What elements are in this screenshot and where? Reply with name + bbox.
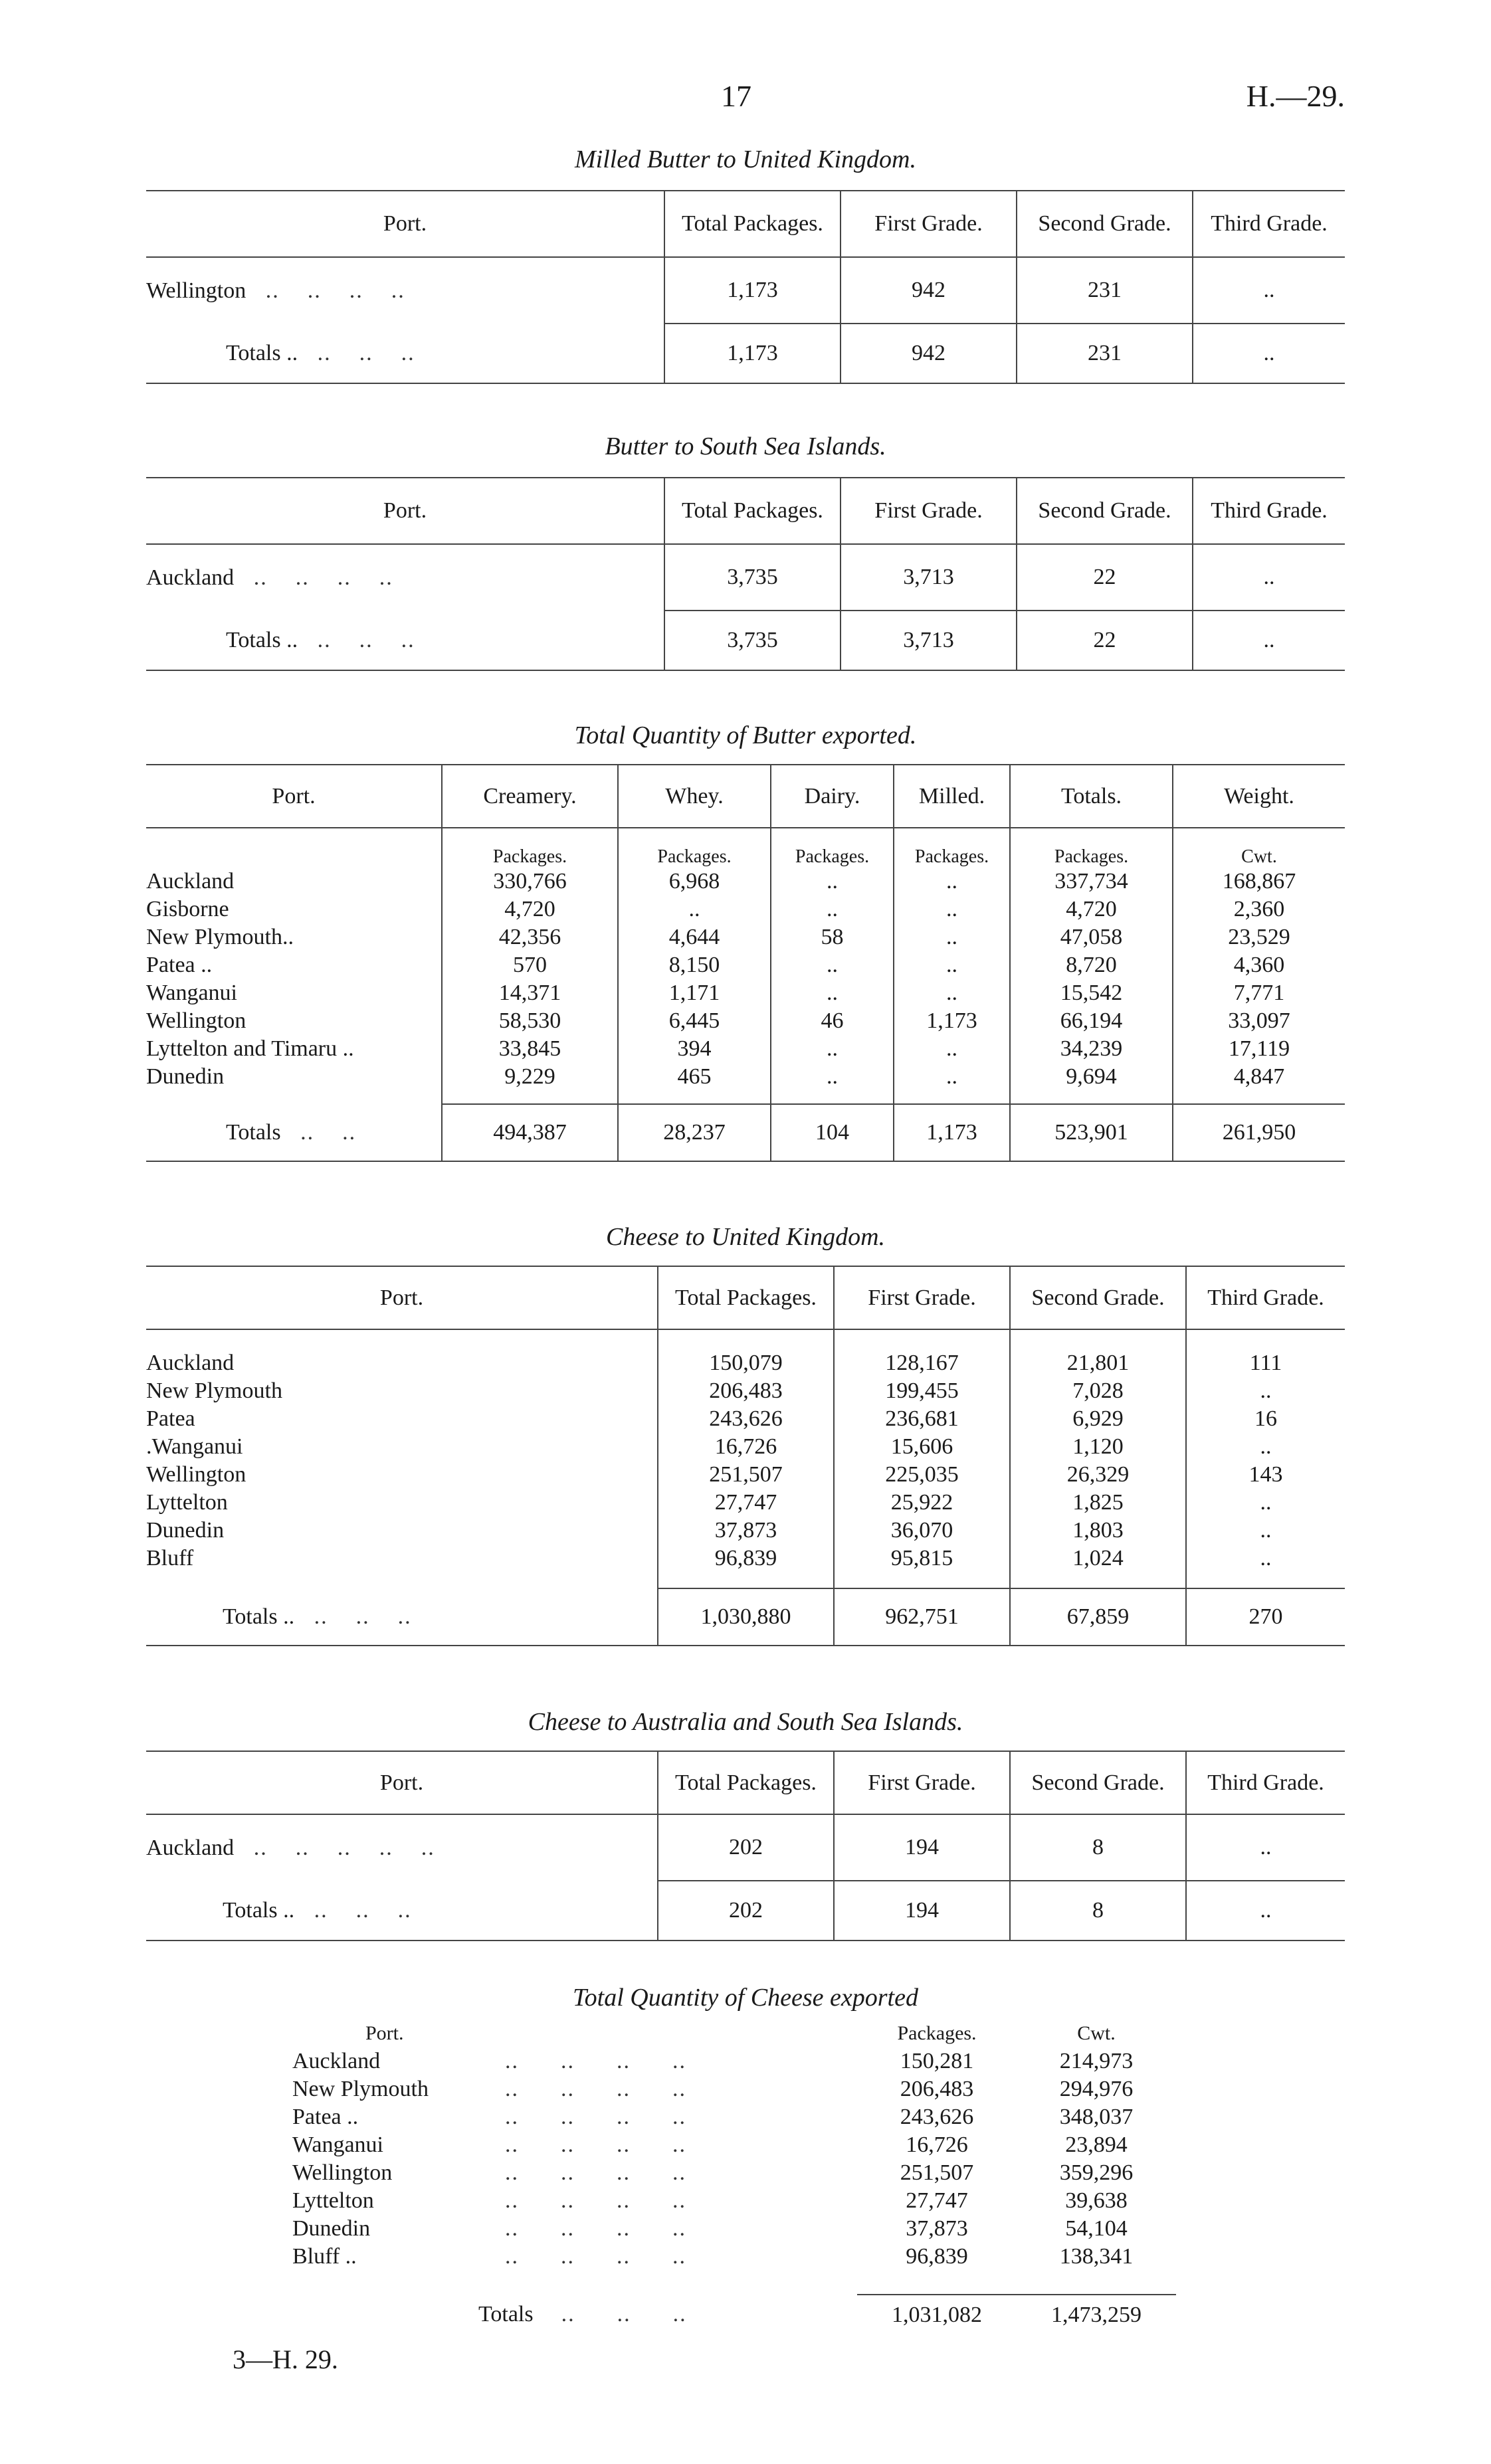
cell-third: ..: [1186, 1545, 1345, 1572]
section-title: Cheese to United Kingdom.: [605, 1223, 886, 1251]
cell-creamery: 9,229: [442, 1063, 618, 1091]
cell-cwt: 214,973: [1059, 2049, 1134, 2073]
port-name: Bluff: [146, 1546, 194, 1570]
butter-total-section: [146, 721, 1345, 1199]
totals-third: 270: [1186, 1588, 1345, 1646]
butter-ssi-section: [146, 432, 1345, 698]
cell-totals: 66,194: [1010, 1007, 1173, 1035]
cell-whey: 394: [618, 1035, 771, 1063]
milled-butter-uk-table: [146, 190, 1345, 384]
port-name: Gisborne: [146, 897, 229, 921]
table-row: [292, 2243, 1176, 2271]
table-row: [292, 2159, 1176, 2187]
milled-butter-uk-section: [146, 145, 1345, 411]
cell-first: 199,455: [834, 1377, 1010, 1405]
table-row: [146, 896, 1345, 923]
leader-dots: .. .. .. ..: [505, 2049, 686, 2073]
port-name: Lyttelton and Timaru ..: [146, 1036, 354, 1061]
cell-second: 8: [1010, 1814, 1186, 1881]
table-row: [146, 1035, 1345, 1063]
leader-dots: .. .. .. ..: [251, 278, 405, 303]
cheese-total-table: [292, 2020, 1176, 2334]
totals-total: 3,735: [664, 611, 841, 670]
totals-dairy: 104: [771, 1104, 894, 1161]
section-title: Milled Butter to United Kingdom.: [574, 145, 916, 173]
cell-first: 15,606: [834, 1433, 1010, 1461]
totals-label: Totals ..: [223, 1897, 295, 1923]
totals-total: 1,173: [664, 324, 841, 383]
leader-dots: .. ..: [286, 1119, 357, 1145]
cell-first: 25,922: [834, 1489, 1010, 1517]
port-name: New Plymouth: [146, 1378, 282, 1403]
totals-label: Totals: [478, 2302, 534, 2326]
port-name: Auckland: [146, 1351, 235, 1375]
butter-total-rows: [146, 868, 1345, 1091]
cell-weight: 17,119: [1173, 1035, 1345, 1063]
totals-first: 942: [841, 324, 1017, 383]
document-code: H.—29.: [1246, 79, 1345, 113]
cell-total: 1,173: [664, 257, 841, 324]
leader-dots: .. .. .. .. ..: [239, 1835, 435, 1860]
butter-ssi-table: [146, 477, 1345, 671]
cell-milled: ..: [894, 1035, 1010, 1063]
cell-dairy: ..: [771, 1035, 894, 1063]
cell-cwt: 359,296: [1059, 2160, 1134, 2185]
port-name: Bluff ..: [292, 2244, 357, 2269]
cell-creamery: 4,720: [442, 896, 618, 923]
col-header-packages: Packages.: [897, 2022, 977, 2044]
cell-cwt: 348,037: [1059, 2105, 1134, 2129]
cheese-uk-table: [146, 1266, 1345, 1646]
totals-totals: 523,901: [1010, 1104, 1173, 1161]
leader-dots: .. .. .. ..: [505, 2188, 686, 2213]
totals-row: [146, 1881, 1345, 1941]
table-row: [146, 1517, 1345, 1545]
cell-packages: 206,483: [900, 2077, 974, 2101]
cell-packages: 27,747: [906, 2188, 968, 2213]
col-header-third: Third Grade.: [1186, 1266, 1345, 1329]
cell-whey: 6,968: [618, 868, 771, 896]
totals-first: 3,713: [841, 611, 1017, 670]
cell-cwt: 23,894: [1065, 2132, 1128, 2157]
cell-first: 128,167: [834, 1349, 1010, 1377]
totals-creamery: 494,387: [442, 1104, 618, 1161]
cell-weight: 7,771: [1173, 979, 1345, 1007]
cell-packages: 243,626: [900, 2105, 974, 2129]
port-name: Lyttelton: [292, 2188, 374, 2213]
col-header-first: First Grade.: [834, 1751, 1010, 1814]
cell-third: ..: [1186, 1377, 1345, 1405]
cell-third: ..: [1186, 1814, 1345, 1881]
cell-second: 231: [1017, 257, 1193, 324]
cell-weight: 2,360: [1173, 896, 1345, 923]
cell-second: 6,929: [1010, 1405, 1186, 1433]
port-name: Wellington: [146, 278, 247, 303]
cell-weight: 23,529: [1173, 923, 1345, 951]
cell-total: 27,747: [658, 1489, 834, 1517]
table-row: [146, 951, 1345, 979]
cell-milled: 1,173: [894, 1007, 1010, 1035]
cell-third: ..: [1193, 257, 1345, 324]
cheese-aus-table: [146, 1751, 1345, 1941]
cell-dairy: 46: [771, 1007, 894, 1035]
section-title: Total Quantity of Cheese exported: [573, 1984, 918, 2012]
unit-label: Packages.: [894, 828, 1010, 868]
cell-creamery: 58,530: [442, 1007, 618, 1035]
port-name: Wanganui: [292, 2132, 383, 2157]
port-name: Auckland: [146, 565, 235, 590]
cell-third: 16: [1186, 1405, 1345, 1433]
col-header-port: Port.: [383, 498, 427, 523]
port-name: Dunedin: [292, 2216, 371, 2241]
cell-second: 1,825: [1010, 1489, 1186, 1517]
totals-row: [146, 1588, 1345, 1646]
cell-totals: 15,542: [1010, 979, 1173, 1007]
cell-dairy: ..: [771, 868, 894, 896]
cell-second: 1,120: [1010, 1433, 1186, 1461]
totals-packages: 1,031,082: [892, 2302, 982, 2327]
col-header-port: Port.: [272, 783, 316, 808]
table-row: [292, 2131, 1176, 2159]
unit-label: Packages.: [618, 828, 771, 868]
col-header-milled: Milled.: [894, 765, 1010, 828]
col-header-second: Second Grade.: [1017, 191, 1193, 257]
butter-total-table: [146, 764, 1345, 1162]
totals-label: Totals ..: [226, 627, 298, 652]
cell-total: 243,626: [658, 1405, 834, 1433]
cheese-uk-section: [146, 1222, 1345, 1701]
cell-total: 16,726: [658, 1433, 834, 1461]
cell-totals: 337,734: [1010, 868, 1173, 896]
totals-third: ..: [1193, 324, 1345, 383]
cell-totals: 4,720: [1010, 896, 1173, 923]
leader-dots: .. .. .. ..: [505, 2244, 686, 2269]
header-row: [146, 1751, 1345, 1814]
cell-third: ..: [1186, 1489, 1345, 1517]
header-row: [146, 191, 1345, 257]
cell-total: 3,735: [664, 544, 841, 611]
cell-totals: 8,720: [1010, 951, 1173, 979]
cell-total: 150,079: [658, 1349, 834, 1377]
cell-packages: 16,726: [906, 2132, 968, 2157]
cell-dairy: ..: [771, 979, 894, 1007]
port-name: Dunedin: [146, 1518, 225, 1543]
col-header-total: Total Packages.: [664, 478, 841, 544]
cell-milled: ..: [894, 951, 1010, 979]
col-header-third: Third Grade.: [1193, 191, 1345, 257]
port-name: Patea: [146, 1406, 195, 1431]
col-header-total: Total Packages.: [658, 1751, 834, 1814]
table-row: [146, 923, 1345, 951]
leader-dots: .. .. .. ..: [505, 2105, 686, 2129]
cell-second: 21,801: [1010, 1349, 1186, 1377]
page-footer: 3—H. 29.: [233, 2344, 338, 2374]
cell-dairy: ..: [771, 951, 894, 979]
table-row: [146, 979, 1345, 1007]
col-header-cwt: Cwt.: [1077, 2022, 1116, 2044]
leader-dots: .. .. .. ..: [505, 2132, 686, 2157]
cell-creamery: 33,845: [442, 1035, 618, 1063]
cell-first: 95,815: [834, 1545, 1010, 1572]
col-header-third: Third Grade.: [1193, 478, 1345, 544]
table-row: [292, 2047, 1176, 2075]
totals-weight: 261,950: [1173, 1104, 1345, 1161]
leader-dots: .. .. .. ..: [239, 565, 393, 590]
col-header-second: Second Grade.: [1010, 1751, 1186, 1814]
cell-dairy: ..: [771, 1063, 894, 1091]
table-row: [292, 2103, 1176, 2131]
table-row: [146, 1545, 1345, 1572]
totals-whey: 28,237: [618, 1104, 771, 1161]
unit-label: Packages.: [442, 828, 618, 868]
totals-first: 194: [834, 1881, 1010, 1941]
table-row: [146, 1007, 1345, 1035]
cell-weight: 4,360: [1173, 951, 1345, 979]
cell-cwt: 39,638: [1065, 2188, 1128, 2213]
cheese-aus-section: [146, 1707, 1345, 1973]
port-name: Dunedin: [146, 1064, 225, 1089]
table-row: [146, 544, 1345, 611]
port-name: Auckland: [292, 2049, 381, 2073]
cell-totals: 34,239: [1010, 1035, 1173, 1063]
port-name: Wellington: [146, 1008, 247, 1033]
port-name: New Plymouth: [292, 2077, 429, 2101]
col-header-total: Total Packages.: [658, 1266, 834, 1329]
section-title: Total Quantity of Butter exported.: [574, 721, 917, 749]
leader-dots: .. .. ..: [300, 1897, 412, 1923]
port-name: Wellington: [292, 2160, 393, 2185]
col-header-third: Third Grade.: [1186, 1751, 1345, 1814]
unit-label: Packages.: [771, 828, 894, 868]
page-number: 17: [721, 79, 751, 113]
table-row: [146, 868, 1345, 896]
section-title: Cheese to Australia and South Sea Islands.: [528, 1708, 963, 1736]
cell-creamery: 42,356: [442, 923, 618, 951]
port-name: New Plymouth..: [146, 925, 294, 949]
col-header-first: First Grade.: [841, 478, 1017, 544]
col-header-dairy: Dairy.: [771, 765, 894, 828]
col-header-first: First Grade.: [841, 191, 1017, 257]
totals-second: 67,859: [1010, 1588, 1186, 1646]
units-row: [146, 828, 1345, 868]
page-header: [0, 78, 1491, 118]
table-row: [146, 1063, 1345, 1091]
cell-second: 26,329: [1010, 1461, 1186, 1489]
leader-dots: .. .. .. ..: [505, 2216, 686, 2241]
port-name: .Wanganui: [146, 1434, 243, 1459]
table-row: [292, 2215, 1176, 2243]
port-name: Auckland: [146, 1835, 235, 1860]
table-row: [146, 1405, 1345, 1433]
totals-second: 231: [1017, 324, 1193, 383]
col-header-totals: Totals.: [1010, 765, 1173, 828]
cell-third: 111: [1186, 1349, 1345, 1377]
cell-totals: 47,058: [1010, 923, 1173, 951]
totals-third: ..: [1193, 611, 1345, 670]
cell-dairy: 58: [771, 923, 894, 951]
totals-row: [146, 324, 1345, 383]
section-title: Butter to South Sea Islands.: [605, 432, 886, 460]
port-name: Patea ..: [292, 2105, 359, 2129]
table-row: [292, 2187, 1176, 2215]
col-header-whey: Whey.: [618, 765, 771, 828]
cell-total: 96,839: [658, 1545, 834, 1572]
leader-dots: .. .. .. ..: [505, 2077, 686, 2101]
cell-cwt: 138,341: [1059, 2244, 1134, 2269]
unit-label: Packages.: [1010, 828, 1173, 868]
cell-milled: ..: [894, 1063, 1010, 1091]
cell-second: 1,803: [1010, 1517, 1186, 1545]
port-name: Auckland: [146, 869, 235, 894]
cell-whey: 6,445: [618, 1007, 771, 1035]
col-header-port: Port.: [379, 1285, 424, 1310]
spacer-row: [146, 1091, 1345, 1104]
cell-packages: 150,281: [900, 2049, 974, 2073]
cell-packages: 251,507: [900, 2160, 974, 2185]
cell-packages: 37,873: [906, 2216, 968, 2241]
leader-dots: .. .. ..: [303, 340, 415, 365]
col-header-second: Second Grade.: [1010, 1266, 1186, 1329]
cell-third: 143: [1186, 1461, 1345, 1489]
leader-dots: .. .. ..: [533, 2302, 687, 2326]
totals-label: Totals ..: [223, 1604, 295, 1629]
totals-label: Totals: [226, 1119, 281, 1145]
cell-second: 7,028: [1010, 1377, 1186, 1405]
col-header-weight: Weight.: [1173, 765, 1345, 828]
cell-second: 1,024: [1010, 1545, 1186, 1572]
port-name: Lyttelton: [146, 1490, 228, 1515]
cell-whey: 8,150: [618, 951, 771, 979]
cell-total: 37,873: [658, 1517, 834, 1545]
cell-whey: 1,171: [618, 979, 771, 1007]
col-header-second: Second Grade.: [1017, 478, 1193, 544]
cell-cwt: 54,104: [1065, 2216, 1128, 2241]
cell-milled: ..: [894, 868, 1010, 896]
cell-first: 36,070: [834, 1517, 1010, 1545]
table-row: [146, 1377, 1345, 1405]
cell-dairy: ..: [771, 896, 894, 923]
cell-total: 206,483: [658, 1377, 834, 1405]
totals-row: [292, 2295, 1176, 2334]
leader-dots: .. .. ..: [303, 627, 415, 652]
table-row: [146, 1814, 1345, 1881]
cell-totals: 9,694: [1010, 1063, 1173, 1091]
table-row: [146, 1433, 1345, 1461]
table-row: [146, 1489, 1345, 1517]
cell-total: 202: [658, 1814, 834, 1881]
cell-first: 3,713: [841, 544, 1017, 611]
totals-second: 8: [1010, 1881, 1186, 1941]
cell-first: 942: [841, 257, 1017, 324]
cell-milled: ..: [894, 896, 1010, 923]
totals-total: 1,030,880: [658, 1588, 834, 1646]
port-name: Patea ..: [146, 953, 213, 977]
cell-total: 251,507: [658, 1461, 834, 1489]
col-header-creamery: Creamery.: [442, 765, 618, 828]
totals-milled: 1,173: [894, 1104, 1010, 1161]
totals-first: 962,751: [834, 1588, 1010, 1646]
cell-milled: ..: [894, 979, 1010, 1007]
cell-whey: 465: [618, 1063, 771, 1091]
cell-creamery: 570: [442, 951, 618, 979]
cell-first: 225,035: [834, 1461, 1010, 1489]
totals-third: ..: [1186, 1881, 1345, 1941]
header-row: [146, 478, 1345, 544]
totals-second: 22: [1017, 611, 1193, 670]
cell-weight: 4,847: [1173, 1063, 1345, 1091]
cell-creamery: 330,766: [442, 868, 618, 896]
cell-weight: 33,097: [1173, 1007, 1345, 1035]
table-row: [146, 1461, 1345, 1489]
port-name: Wellington: [146, 1462, 247, 1487]
cell-milled: ..: [894, 923, 1010, 951]
table-row: [146, 257, 1345, 324]
cell-whey: ..: [618, 896, 771, 923]
cell-third: ..: [1193, 544, 1345, 611]
cell-weight: 168,867: [1173, 868, 1345, 896]
totals-row: [146, 611, 1345, 670]
cell-creamery: 14,371: [442, 979, 618, 1007]
port-name: Wanganui: [146, 981, 237, 1005]
table-row: [146, 1349, 1345, 1377]
col-header-port: Port.: [383, 211, 427, 236]
leader-dots: .. .. .. ..: [505, 2160, 686, 2185]
cell-first: 194: [834, 1814, 1010, 1881]
header-row: [146, 765, 1345, 828]
unit-label: Cwt.: [1173, 828, 1345, 868]
header-row: [292, 2020, 1176, 2047]
col-header-total: Total Packages.: [664, 191, 841, 257]
col-header-first: First Grade.: [834, 1266, 1010, 1329]
col-header-port: Port.: [365, 2022, 404, 2044]
cell-cwt: 294,976: [1059, 2077, 1134, 2101]
totals-row: [146, 1104, 1345, 1161]
table-row: [292, 2075, 1176, 2103]
cell-packages: 96,839: [906, 2244, 968, 2269]
cell-third: ..: [1186, 1517, 1345, 1545]
totals-total: 202: [658, 1881, 834, 1941]
cell-second: 22: [1017, 544, 1193, 611]
cell-whey: 4,644: [618, 923, 771, 951]
col-header-port: Port.: [379, 1770, 424, 1795]
totals-label: Totals ..: [226, 340, 298, 365]
header-row: [146, 1266, 1345, 1329]
leader-dots: .. .. ..: [300, 1604, 412, 1629]
cell-first: 236,681: [834, 1405, 1010, 1433]
totals-cwt: 1,473,259: [1051, 2302, 1142, 2327]
cell-third: ..: [1186, 1433, 1345, 1461]
